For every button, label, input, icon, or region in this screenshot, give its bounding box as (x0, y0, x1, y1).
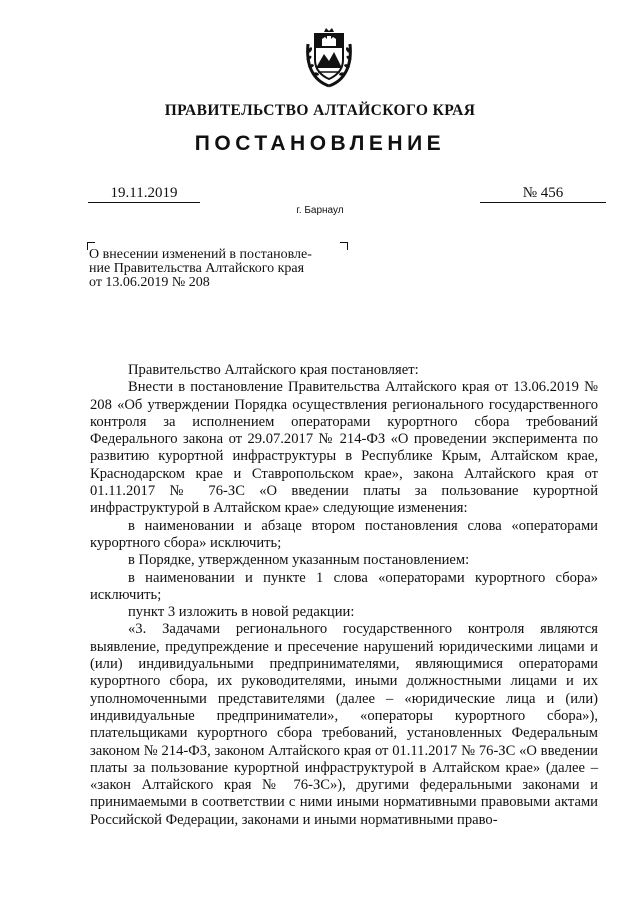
subject-line: О внесении изменений в постановле- (89, 247, 312, 262)
body-paragraph: в наименовании и абзаце втором постановления слова «операторами курортного сбора» исключить; (90, 517, 598, 551)
organization-title: ПРАВИТЕЛЬСТВО АЛТАЙСКОГО КРАЯ (164, 102, 476, 119)
body-paragraph: Правительство Алтайского края постановляет: (128, 362, 419, 378)
document-number: № 456 (522, 185, 564, 201)
altai-krai-coat-of-arms-icon (304, 24, 354, 90)
body-paragraph: «3. Задачами регионального государственного контроля являются выявление, предупреждение и пресечение нарушений юридическими лицами и (или) индивидуальными предпринимателями, являющимися операторами курортного сбора, их руководителями, иными должностными лицами и их уполномоченными представителями (далее – «юридические лица и (или) индивидуальные предприниматели», «операторы курортного сбора»), плательщиками курортного сбора требований, установленных Федеральным законом № 214-ФЗ, законом Алтайского края от 01.11.2017 № 76-ЗС «О введении платы за пользование курортной инфраструктурой в Алтайском крае» (далее – «закон Алтайского края № 76-ЗС»), другими федеральными законами и принимаемыми в соответствии с ними иными нормативными правовыми актами Российской Федерации, законами и иными нормативными право- (90, 621, 598, 828)
document-subject (89, 248, 347, 290)
subject-line: от 13.06.2019 № 208 (89, 275, 210, 290)
body-paragraph: в Порядке, утвержденном указанным постановлением: (128, 552, 470, 569)
subject-line: ние Правительства Алтайского края (89, 261, 305, 276)
date-underline (88, 202, 200, 203)
document-date: 19.11.2019 (110, 185, 178, 201)
number-underline (480, 202, 606, 203)
city-label: г. Барнаул (296, 205, 344, 216)
document-type-title: ПОСТАНОВЛЕНИЕ (194, 132, 446, 155)
body-paragraph: Внести в постановление Правительства Алтайского края от 13.06.2019 № 208 «Об утверждении Порядка осуществления регионального государственного контроля за исполнением операторами курортного сбора требований Федерального закона от 29.07.2017 № 214-ФЗ «О проведении эксперимента по развитию курортной инфраструктуры в Республике Крым, Алтайском крае, Краснодарском крае и Ставропольском крае», закона Алтайского края от 01.11.2017 № 76-ЗС «О введении платы за пользование курортной инфраструктурой в Алтайском крае» следующие изменения: (90, 379, 598, 517)
document-body (90, 362, 598, 829)
body-paragraph: в наименовании и пункте 1 слова «операторами курортного сбора» исключить; (90, 569, 598, 603)
body-paragraph: пункт 3 изложить в новой редакции: (128, 604, 355, 621)
